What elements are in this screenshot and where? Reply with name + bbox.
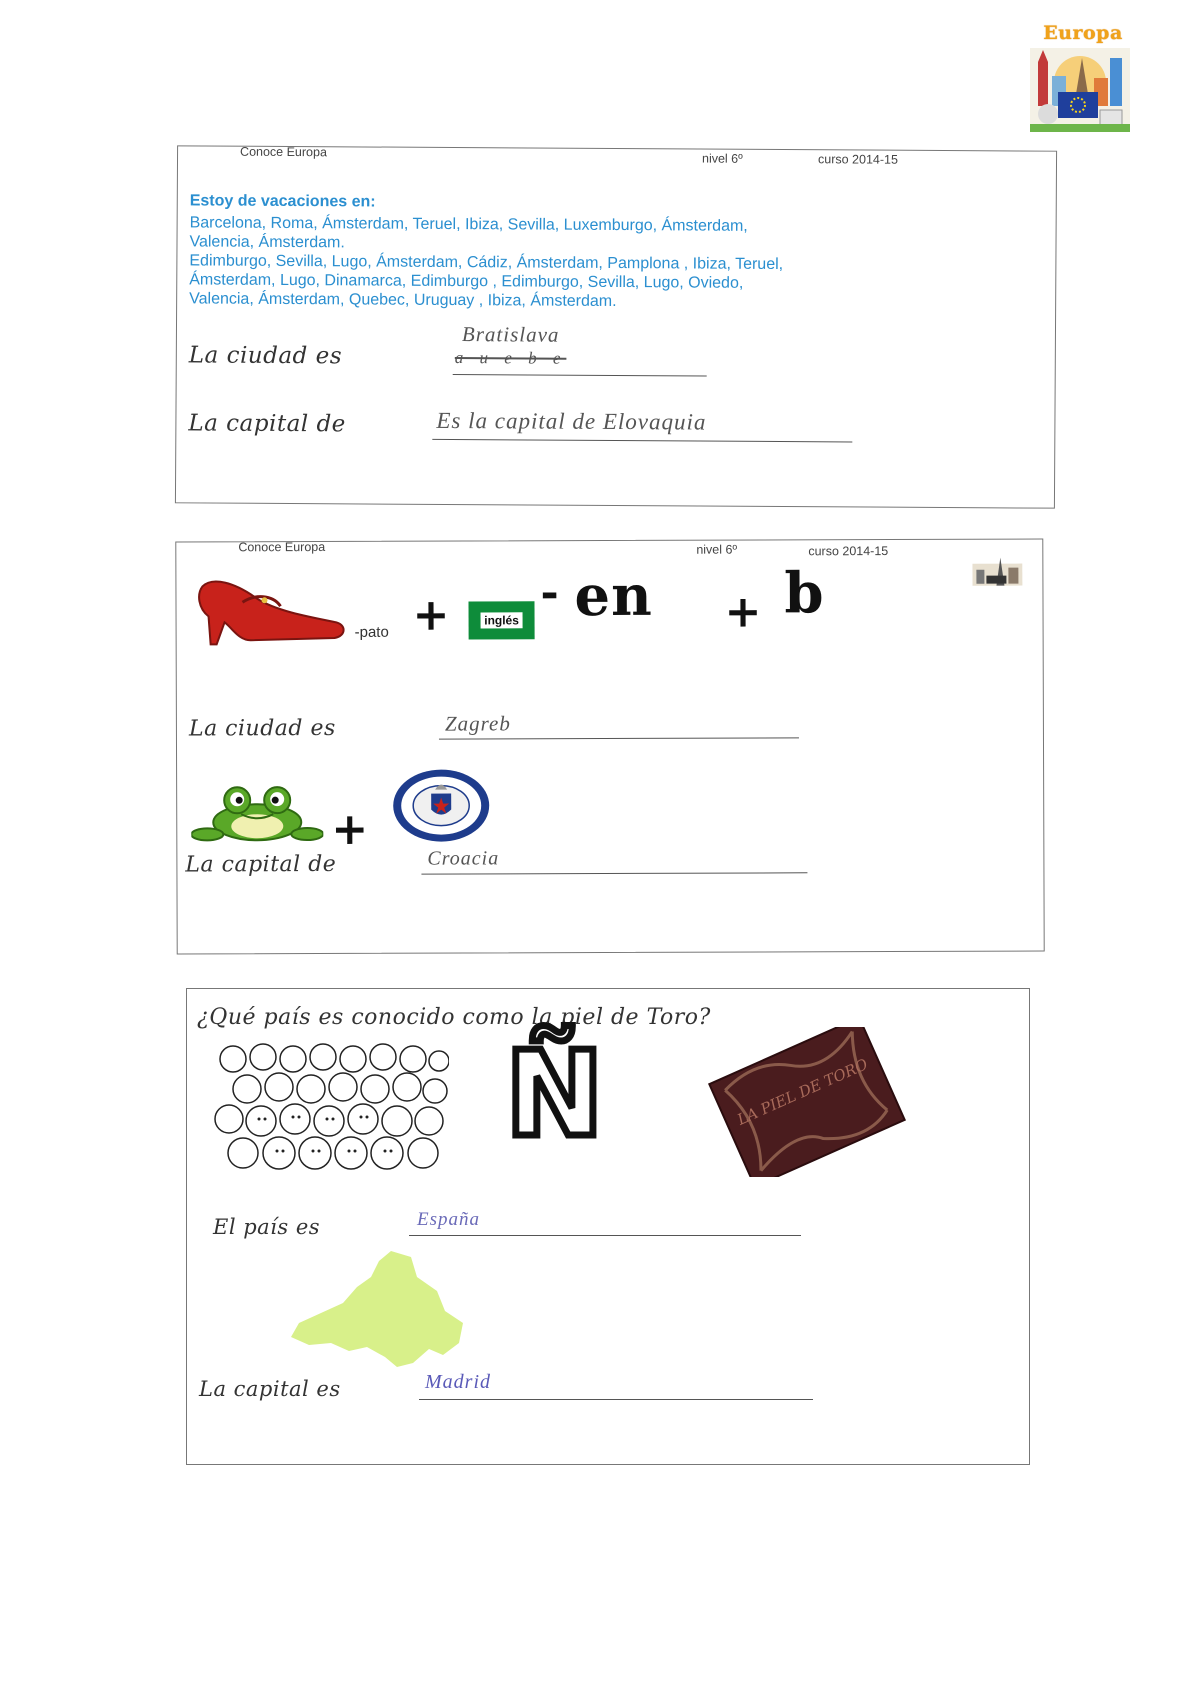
city-answer-line (439, 737, 799, 739)
capital-answer-line (421, 872, 807, 874)
ingles-box (468, 601, 534, 639)
capital-label: La capital de (188, 410, 346, 438)
capital-label: La capital es (199, 1377, 341, 1401)
book-icon (677, 1027, 937, 1177)
europe-collage-icon (1030, 48, 1130, 132)
card-header-title: Conoce Europa (238, 539, 326, 555)
city-list-line: Barcelona, Roma, Ámsterdam, Teruel, Ibiza, Sevilla, Luxemburgo, Ámsterdam, (189, 214, 748, 235)
country-answer-line (409, 1235, 801, 1236)
card-header-course: curso 2014-15 (817, 152, 898, 167)
europa-logo-title: Europa (1043, 22, 1123, 44)
ingles-label: inglés (480, 612, 523, 628)
capital-answer: Croacia (427, 847, 500, 870)
plus-sign: + (331, 803, 369, 855)
country-answer: España (417, 1209, 480, 1230)
frog-icon (191, 782, 323, 844)
card-header-level: nivel 6º (696, 542, 738, 557)
rebus-minus-word: -pato (354, 623, 389, 641)
city-label: La ciudad es (188, 715, 336, 742)
city-list-line: Edimburgo, Sevilla, Lugo, Ámsterdam, Cádiz, Ámsterdam, Pamplona , Ibiza, Teruel, (189, 252, 784, 274)
puzzle-card-2 (175, 538, 1044, 954)
capital-answer-line (419, 1399, 813, 1400)
rebus-plus-word: b (784, 560, 825, 627)
plus-sign: + (724, 586, 762, 638)
question-text: ¿Qué país es conocido como la piel de Toro? (197, 1005, 711, 1030)
europe-collage-icon (972, 556, 1022, 588)
city-list-line: Valencia, Ámsterdam, Quebec, Uruguay , Ibiza, Ámsterdam. (189, 290, 617, 311)
book-title-text: LA PIEL DE TORO (734, 1055, 871, 1129)
city-answer: Zagreb (444, 711, 511, 736)
capital-answer-line (432, 439, 852, 443)
card-header-course: curso 2014-15 (808, 544, 889, 559)
card-intro: Estoy de vacaciones en: (189, 192, 376, 211)
crowd-icon (213, 1041, 449, 1171)
country-label: El país es (213, 1215, 321, 1239)
city-list-line: Ámsterdam, Lugo, Dinamarca, Edimburgo , Edimburgo, Sevilla, Lugo, Oviedo, (189, 271, 744, 292)
puzzle-card-1 (175, 145, 1057, 508)
card-header-title: Conoce Europa (240, 144, 327, 160)
cia-seal-icon (391, 767, 491, 843)
shoe-icon (194, 576, 348, 647)
capital-label: La capital de (185, 851, 337, 878)
puzzle-card-3 (186, 988, 1030, 1465)
capital-answer: Madrid (425, 1371, 491, 1393)
city-answer-line (453, 374, 707, 377)
rebus-minus: - (540, 567, 560, 619)
letter-enye: Ñ (505, 1025, 604, 1163)
plus-sign: + (412, 589, 450, 641)
city-struck-answer: a u e b e (454, 348, 567, 368)
rebus-word: en (574, 562, 653, 630)
capital-answer: Es la capital de Elovaquia (436, 407, 707, 435)
card-header-level: nivel 6º (701, 151, 743, 166)
city-list-line: Valencia, Ámsterdam. (189, 233, 345, 252)
city-answer: Bratislava (461, 322, 560, 347)
city-label: La ciudad es (188, 342, 343, 370)
madrid-map-icon (287, 1247, 471, 1377)
